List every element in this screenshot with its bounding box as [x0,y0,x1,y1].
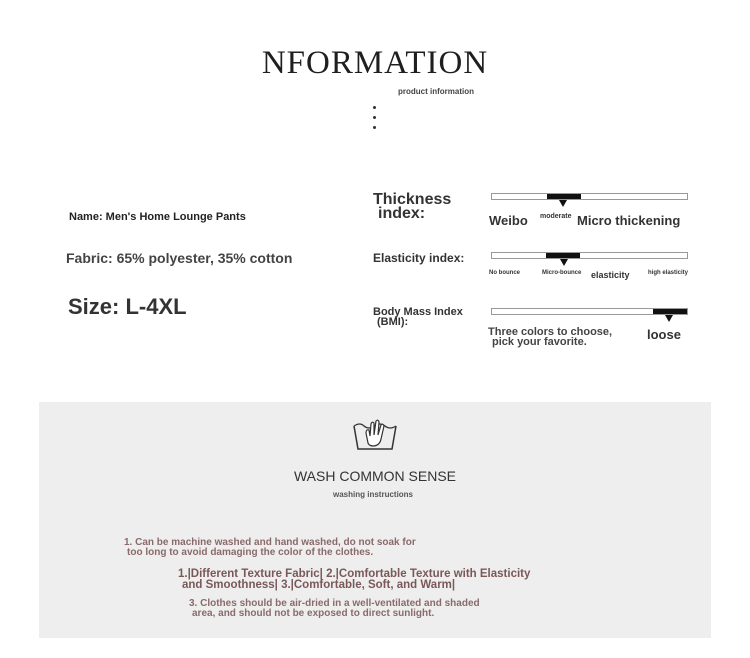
thickness-scale-low: Weibo [489,213,528,228]
bmi-label: Body Mass Index (BMI): [373,306,463,328]
elasticity-bar [491,252,688,259]
bmi-bar [491,308,688,315]
bmi-scale-loose: loose [647,327,681,342]
thickness-bar [491,193,688,200]
page-title: NFORMATION [261,45,489,81]
elasticity-label: Elasticity index: [373,251,465,265]
bmi-marker [665,315,673,322]
wash-item-3: 3. Clothes should be air-dried in a well-ventilated and shaded area, and should not be exposed to direct sunlight. [189,598,480,619]
elasticity-scale-4: high elasticity [648,270,689,276]
product-size: Size: L-4XL [68,294,187,319]
bmi-note: Three colors to choose, pick your favorite. [488,326,613,348]
page-subtitle: product information [398,87,474,96]
thickness-bar-fill [547,194,581,199]
product-fabric: Fabric: 65% polyester, 35% cotton [66,250,293,266]
thickness-scale-mid: moderate [540,213,572,220]
thickness-marker [559,200,567,207]
elasticity-scale-3: elasticity [591,270,630,280]
vertical-dots-divider [373,106,377,136]
wash-item-1: 1. Can be machine washed and hand washed, do not soak for too long to avoid damaging the color of the clothes. [124,537,416,558]
bmi-bar-fill [653,309,687,314]
thickness-scale-high: Micro thickening [577,213,681,228]
elasticity-scale-1: No bounce [489,270,520,276]
thickness-label: Thickness index: [373,191,452,222]
elasticity-scale-2: Micro-bounce [542,270,582,276]
wash-title: WASH COMMON SENSE [293,468,457,484]
elasticity-bar-fill [546,253,580,258]
wash-subtitle: washing instructions [333,490,414,499]
wash-item-2: 1.|Different Texture Fabric| 2.|Comfortable Texture with Elasticity and Smoothness| 3.|Comfortable, Soft, and Warm| [178,568,531,591]
hand-wash-icon [352,415,398,455]
product-name: Name: Men's Home Lounge Pants [69,211,246,223]
elasticity-marker [560,259,568,266]
